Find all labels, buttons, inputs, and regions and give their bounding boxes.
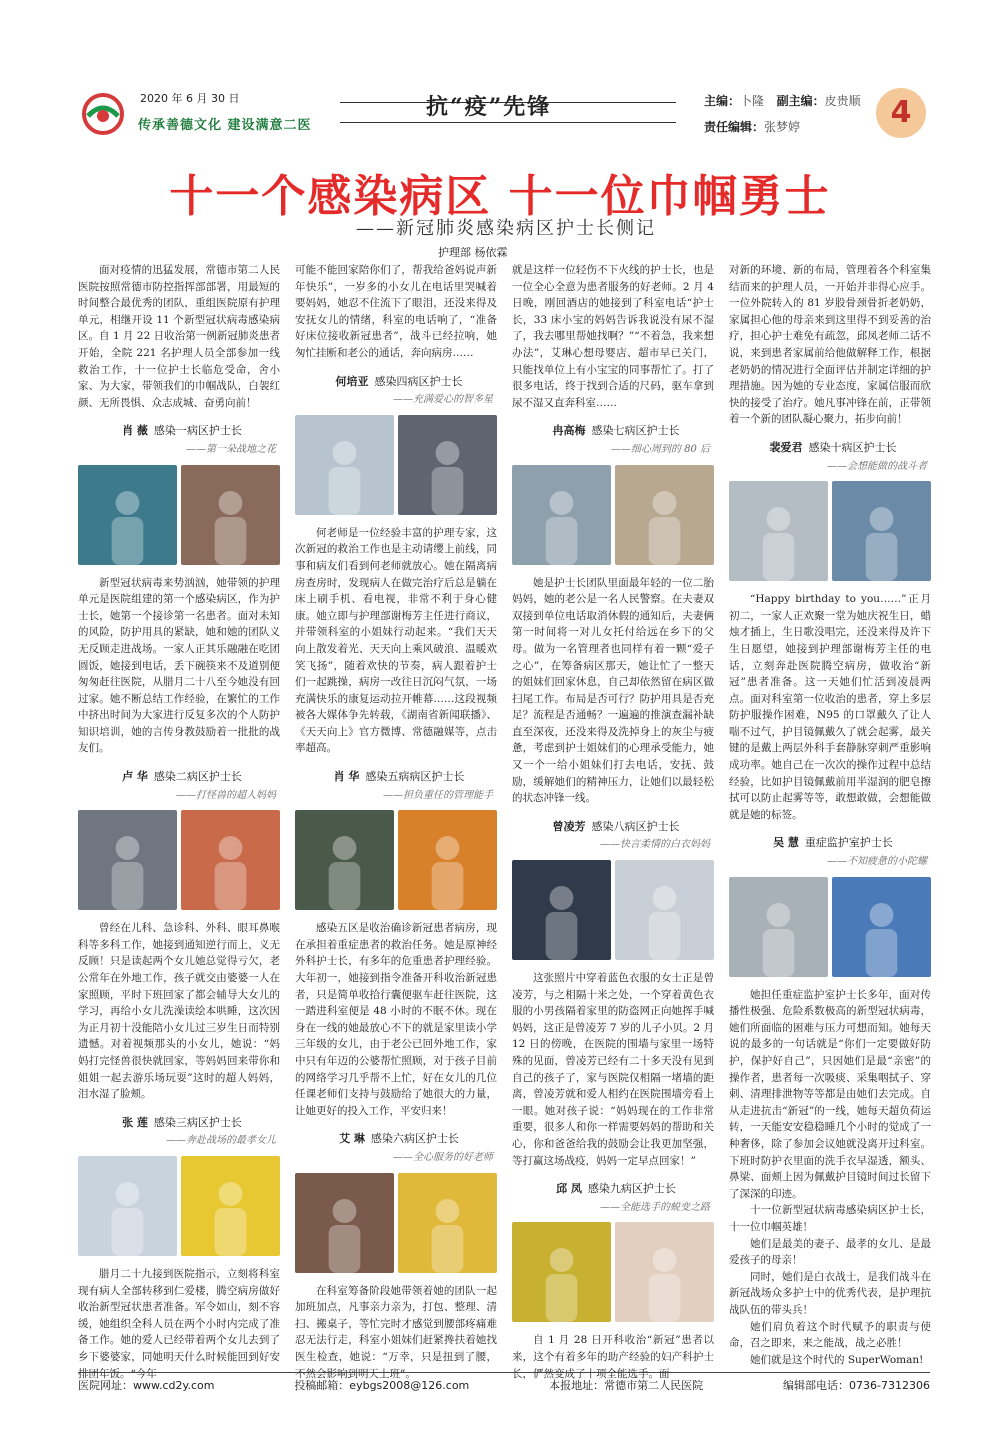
nurse-name: 卢 华 bbox=[122, 770, 148, 784]
nurse-name: 冉高梅 bbox=[552, 424, 586, 438]
footer-email: 投稿邮箱：eybgs2008@126.com bbox=[294, 1379, 470, 1392]
paragraph: 自 1 月 28 日开科收治“新冠”患者以来，这个有着多年的助产经验的妇产科护士长，俨然变成了十项全能选手。面 bbox=[512, 1334, 714, 1380]
paragraph: 十一位新型冠状病毒感染病区护士长，十一位巾帼英雄！ bbox=[729, 1204, 931, 1233]
paragraph: 曾经在儿科、急诊科、外科、眼耳鼻喉科等多科工作，她接到通知逆行而上，义无反顾！只是读起两个女儿她总觉得亏欠，老公常年在外地工作，孩子就交由婆婆一人在家照顾，平时下班回家了都会辅导大女儿的学习，再给小女儿洗澡读绘本哄睡，这次因为正月初十没能陪小女儿过三岁生日而特别遗憾。对着视频那头的小女儿，她说：“妈妈打完怪兽很快就回家，等妈妈回来带你和姐姐一起去游乐场玩耍”这时的超人妈妈，泪水湿了脸颊。 bbox=[78, 922, 280, 1101]
footer-website: 医院网址：www.cd2y.com bbox=[78, 1379, 215, 1392]
photo-pair bbox=[78, 810, 280, 910]
headline: 十一个感染病区 十一位巾帼勇士 bbox=[169, 171, 831, 222]
photo bbox=[295, 415, 394, 515]
section-slogan: ——全能选手的蜕变之路 bbox=[600, 1201, 710, 1213]
nurse-role: 感染六病区护士长 bbox=[370, 1132, 459, 1146]
footer-phone: 编辑部电话：0736-7312306 bbox=[783, 1379, 930, 1392]
paragraph: 同时，她们是白衣战士，是我们战斗在新冠战场众多护士中的优秀代表，是护理抗战队伍的带头兵！ bbox=[729, 1270, 931, 1316]
photo bbox=[615, 465, 714, 565]
hospital-slogan: 传承善德文化 建设满意二医 bbox=[138, 118, 312, 133]
paragraph: 新型冠状病毒来势汹汹，她带领的护理单元是医院组建的第一个感染病区，作为护士长，她第一个接诊第一名患者。面对未知的风险，防护用具的紧缺，她和她的团队义无反顾走进战场。一家人正其乐融融在吃团圆饭，她接到电话，丢下碗筷来不及道别便匆匆赶往医院，从腊月二十八至今她没有回过家。她不断总结工作经验，在繁忙的工作中挤出时间为大家进行反复多次的个人防护知识培训，她的言传身教鼓励着一批批的战友们。 bbox=[78, 576, 280, 755]
paragraph: 她们是最美的妻子、最孝的女儿、是最爱孩子的母亲！ bbox=[729, 1237, 931, 1267]
article-column-4 bbox=[729, 262, 931, 1368]
photo bbox=[181, 465, 280, 565]
nurse-name: 吴 慧 bbox=[773, 836, 799, 850]
paragraph: 何老师是一位经验丰富的护理专家，这次新冠的救治工作也是主动请缨上前线，同事和病友们看到何老师就放心。她在隔离病房查房时，发现病人在做完治疗后总是躺在床上刷手机、看电视，非常不利于身心健康。她立即与护理部谢梅芳主任进行商议，并带领科室的小姐妹行动起来。“我们天天向上散发着光、天天向上乘风破浪、温暖欢笑飞扬”，随着欢快的节奏，病人跟着护士们一起跳操，病房一改往日沉闷气氛，一场充满快乐的康复运动拉开帷幕……这段视频被各大媒体争先转载，《湖南省新闻联播》、《天天向上》官方微博、常德融媒等，点击率超高。 bbox=[295, 526, 497, 755]
issue-date: 2020 年 6 月 30 日 bbox=[140, 92, 240, 105]
photo-pair bbox=[512, 1222, 714, 1322]
paragraph: 她是护士长团队里面最年轻的一位二胎妈妈，她的老公是一名人民警察。在夫妻双双接到单位电话取消休假的通知后，夫妻俩第一时间将一对儿女托付给远在乡下的父母。做为一名管理者也同样有着一颗“爱子之心”，在筹备病区那天，她让忙了一整天的姐妹们回家休息，自己却依然留在病区做扫尾工作。布局是否可行？防护用具是否充足？流程是否通畅？一遍遍的推演查漏补缺直至深夜，还没来得及洗掉身上的灰尘与疲惫，考虑到护士姐妹们的心理承受能力，她又一个一给小姐妹们打去电话，安抚、鼓励，缓解她们的精神压力，让她们以最轻松的状态冲锋一线。 bbox=[512, 576, 714, 805]
hospital-logo bbox=[78, 92, 128, 136]
section-heading bbox=[78, 769, 280, 786]
nurse-name: 何培亚 bbox=[335, 374, 369, 388]
photo bbox=[615, 1222, 714, 1322]
section-slogan: ——不知疲惫的小陀螺 bbox=[827, 856, 927, 868]
photo bbox=[295, 1173, 394, 1273]
photo-pair bbox=[78, 465, 280, 565]
paragraph: 感染五区是收治确诊新冠患者病房，现在承担着重症患者的救治任务。她是原神经外科护士长，有多年的危重患者护理经验。大年初一，她接到指令准备开科收治新冠患者，只是简单收拾行囊便驱车赶往医院，这一踏进科室便是 48 小时的不眠不休。现在身在一线的她最放心不下的就是家里读小学三年级的女儿，由于老公已回外地工作，家中只有年迈的公婆帮忙照顾，对于孩子目前的网络学习几乎帮不上忙，好在女儿的几位任课老师们支持与鼓励给了她很大的力量，让她更好的投入工作，平安归来！ bbox=[295, 922, 497, 1117]
duty-editor-line: 责任编辑：张梦婷 bbox=[704, 120, 801, 134]
photo-pair bbox=[512, 465, 714, 565]
photo bbox=[78, 1156, 177, 1256]
nurse-role: 重症监护室护士长 bbox=[804, 836, 893, 850]
article-column-2 bbox=[295, 262, 497, 1382]
nurse-role: 感染五病病区护士长 bbox=[365, 770, 465, 784]
paragraph: 这张照片中穿着蓝色衣服的女士正是曾凌芳，与之相隔十米之处，一个穿着黄色衣服的小男孩隔着家里的防盗网正向她挥手喊妈妈，这正是曾凌芳 7 岁的儿子小贝。2 月 12 日的傍晚，在医院的围墙与家里一场特殊的见面，曾凌芳已经有二十多天没有见到自己的孩子了，家与医院仅相隔一堵墙的距离，曾凌芳就和爱人相约在医院围墙旁看上一眼。她对孩子说：“妈妈现在的工作非常重要，很多人和你一样需要妈妈的帮助和关心，你和爸爸给我的鼓励会让我更加坚强，等打赢这场战疫，妈妈一定早点回家！” bbox=[512, 972, 714, 1167]
photo bbox=[832, 481, 931, 581]
section-slogan: ——担负重任的管理能手 bbox=[383, 789, 493, 801]
section-heading bbox=[512, 423, 714, 440]
paragraph: 她们就是这个时代的 SuperWoman! bbox=[750, 1353, 924, 1366]
section-slogan: ——全心服务的好老师 bbox=[393, 1151, 493, 1163]
photo bbox=[615, 860, 714, 960]
nurse-role: 感染九病区护士长 bbox=[587, 1182, 676, 1196]
section-heading bbox=[729, 835, 931, 852]
paragraph: 她担任重症监护室护士长多年，面对传播性极强、危险系数极高的新型冠状病毒，她们所面临的困难与压力可想而知。她每天说的最多的一句话就是“你们一定要做好防护，保护好自己”，只因她们是最“亲密”的操作者，患者每一次吸痰、采集咽拭子、穿刺、清理排泄物等等都是由她们去完成。自从走进抗击“新冠”的一线，她每天超负荷运转，一天能安安稳稳睡几个小时的觉成了一种奢侈，除了参加会议她就没离开过科室。下班时防护衣里面的洗手衣早湿透，额头、鼻梁、面颊上因为佩戴护目镜时间过长留下了深深的印迹。 bbox=[729, 988, 931, 1200]
section-slogan: ——充满爱心的智多星 bbox=[393, 394, 493, 406]
masthead bbox=[78, 88, 930, 144]
photo-pair bbox=[295, 415, 497, 515]
footer bbox=[78, 1372, 930, 1393]
nurse-role: 感染十病区护士长 bbox=[808, 440, 897, 454]
paragraph: 对新的环境、新的布局，管理着各个科室集结而来的护理人员，一开始并非得心应手。一位外院转入的 81 岁股骨颈骨折老奶奶，家属担心他的母亲来到这里得不到妥善的治疗，担心护士难免有疏忽，邱凤老师二话不说，来到患者家属前给他做解释工作，根据老奶奶的情况进行全面评估并制定详细的护理措施。因为她的专业态度，家属信服而欣快的接受了治疗。她凡事冲锋在前，正带领着一个新的团队凝心聚力，拓步向前！ bbox=[729, 264, 931, 426]
byline: 护理部 杨依霖 bbox=[438, 246, 508, 259]
nurse-name: 肖 薇 bbox=[122, 424, 148, 438]
section-heading bbox=[729, 440, 931, 457]
section-heading bbox=[78, 423, 280, 440]
photo-pair bbox=[295, 810, 497, 910]
nurse-name: 艾 琳 bbox=[339, 1132, 365, 1146]
photo bbox=[398, 415, 497, 515]
subheadline: ——新冠肺炎感染病区护士长侧记 bbox=[356, 218, 656, 239]
paragraph: 在科室筹备阶段她带领着她的团队一起加班加点，凡事亲力亲为，打包、整理、清扫、搬桌子，等忙完时才感觉到腰部疼痛难忍无法行走，科室小姐妹们赶紧搀扶着她找医生检查，她说：“万幸，只是扭到了腰，不然会影响到明天上班”。 bbox=[295, 1284, 497, 1380]
article-column-1 bbox=[78, 262, 280, 1382]
photo bbox=[729, 877, 828, 977]
nurse-name: 肖 华 bbox=[333, 770, 360, 784]
photo bbox=[398, 1173, 497, 1273]
nurse-name: 邱 凤 bbox=[556, 1182, 582, 1196]
article-column-3 bbox=[512, 262, 714, 1382]
nurse-role: 感染七病区护士长 bbox=[591, 424, 680, 438]
nurse-role: 感染一病区护士长 bbox=[153, 424, 242, 438]
photo-pair bbox=[512, 860, 714, 960]
editor-line: 主编：卜隆 副主编：皮贵顺 bbox=[704, 94, 861, 108]
photo bbox=[512, 860, 611, 960]
column-title: 抗“疫”先锋 bbox=[426, 94, 552, 120]
section-heading bbox=[512, 819, 714, 836]
section-slogan: ——快言柔情的白衣妈妈 bbox=[600, 839, 710, 851]
nurse-name: 曾凌芳 bbox=[552, 819, 586, 833]
section-heading bbox=[295, 769, 497, 786]
section-heading bbox=[295, 374, 497, 391]
nurse-role: 感染三病区护士长 bbox=[153, 1115, 242, 1129]
section-slogan: ——第一朵战地之花 bbox=[186, 443, 276, 455]
photo bbox=[729, 481, 828, 581]
photo bbox=[295, 810, 394, 910]
paragraph: 就是这样一位轻伤不下火线的护士长，也是一位全心全意为患者服务的好老师。2 月 4 日晚，刚回酒店的她接到了科室电话“护士长，33 床小宝的妈妈告诉我说没有尿不湿了，我去哪里帮她找啊？”“不着急，我来想办法”，艾琳心想母婴店、超市早已关门，只能找单位上有小宝宝的同事帮忙了。打了很多电话，终于找到合适的尺码，驱车拿到尿不湿又直奔科室…… bbox=[512, 264, 714, 409]
photo bbox=[832, 877, 931, 977]
photo bbox=[78, 810, 177, 910]
paragraph: 她们肩负着这个时代赋予的职责与使命，召之即来，来之能战，战之必胜！ bbox=[729, 1320, 931, 1350]
page-number: 4 bbox=[876, 88, 926, 138]
nurse-role: 感染八病区护士长 bbox=[591, 819, 680, 833]
section-heading bbox=[295, 1131, 497, 1148]
photo bbox=[78, 465, 177, 565]
photo bbox=[398, 810, 497, 910]
photo-pair bbox=[78, 1156, 280, 1256]
paragraph: 可能不能回家陪你们了，帮我给爸妈说声新年快乐”，一岁多的小女儿在电话里哭喊着要妈妈，她忍不住流下了眼泪，还没来得及安抚女儿的情绪，科室的电话响了，“准备好床位接收新冠患者”，战斗已经拉响，她匆忙挂断和老公的通话，奔向病房…… bbox=[295, 264, 497, 359]
nurse-name: 裴爱君 bbox=[769, 440, 803, 454]
section-slogan: ——奔赴战场的最孝女儿 bbox=[166, 1135, 276, 1147]
section-heading bbox=[78, 1115, 280, 1132]
footer-address: 本报地址：常德市第二人民医院 bbox=[549, 1379, 704, 1392]
section-slogan: ——细心周到的 80 后 bbox=[610, 443, 710, 455]
paragraph: 腊月二十九接到医院指示，立刻将科室现有病人全部转移到仁爱楼，腾空病房做好收治新型冠状患者准备。军令如山，刻不容缓，她组织全科人员在两个小时内完成了准备工作。她的爱人已经带着两个女儿去到了乡下婆婆家，同她明天什么时候能回到好安排团年饭。“今年 bbox=[78, 1267, 280, 1380]
photo-pair bbox=[729, 877, 931, 977]
photo bbox=[181, 1156, 280, 1256]
photo-pair bbox=[295, 1173, 497, 1273]
photo bbox=[181, 810, 280, 910]
section-heading bbox=[512, 1181, 714, 1198]
nurse-name: 张 莲 bbox=[122, 1115, 148, 1129]
photo bbox=[512, 465, 611, 565]
photo-pair bbox=[729, 481, 931, 581]
photo bbox=[512, 1222, 611, 1322]
paragraph: 面对疫情的迅猛发展，常德市第二人民医院按照常德市防控指挥部部署，用最短的时间整合最优秀的团队，重组医院原有护理单元，相继开设 11 个新型冠状病毒感染病区。自 1 月 22 日收治第一例新冠肺炎患者开始，全院 221 名护理人员全部参加一线救治工作，十一位护士长临危受命，舍小家、为大家，带领我们的巾帼战队，白袈红颜、无所畏惧、众志成城、奋勇向前！ bbox=[78, 264, 280, 409]
nurse-role: 感染二病区护士长 bbox=[153, 770, 242, 784]
section-slogan: ——会想能做的战斗者 bbox=[827, 460, 927, 472]
paragraph: “Happy birthday to you……”正月初二，一家人正欢聚一堂为她庆祝生日，蜡烛才插上，生日歌没唱完，还没来得及许下生日愿望，她接到护理部谢梅芳主任的电话，立刻奔赴医院腾空病房，做收治“新冠”患者准备。这一天她们忙活到凌晨两点。面对科室第一位收治的患者，穿上多层防护服操作困难，N95 的口罩戴久了让人喘不过气，护目镜佩戴久了就会起雾，最关键的是戴上两层外科手套静脉穿刺严重影响成功率。她自己在一次次的操作过程中总结经验，比如护目镜佩戴前用半湿润的肥皂擦拭可以防止起雾等等，敢想敢做，会想能做就是她的标签。 bbox=[729, 593, 931, 821]
section-slogan: ——打怪兽的超人妈妈 bbox=[176, 789, 276, 801]
nurse-role: 感染四病区护士长 bbox=[374, 374, 463, 388]
